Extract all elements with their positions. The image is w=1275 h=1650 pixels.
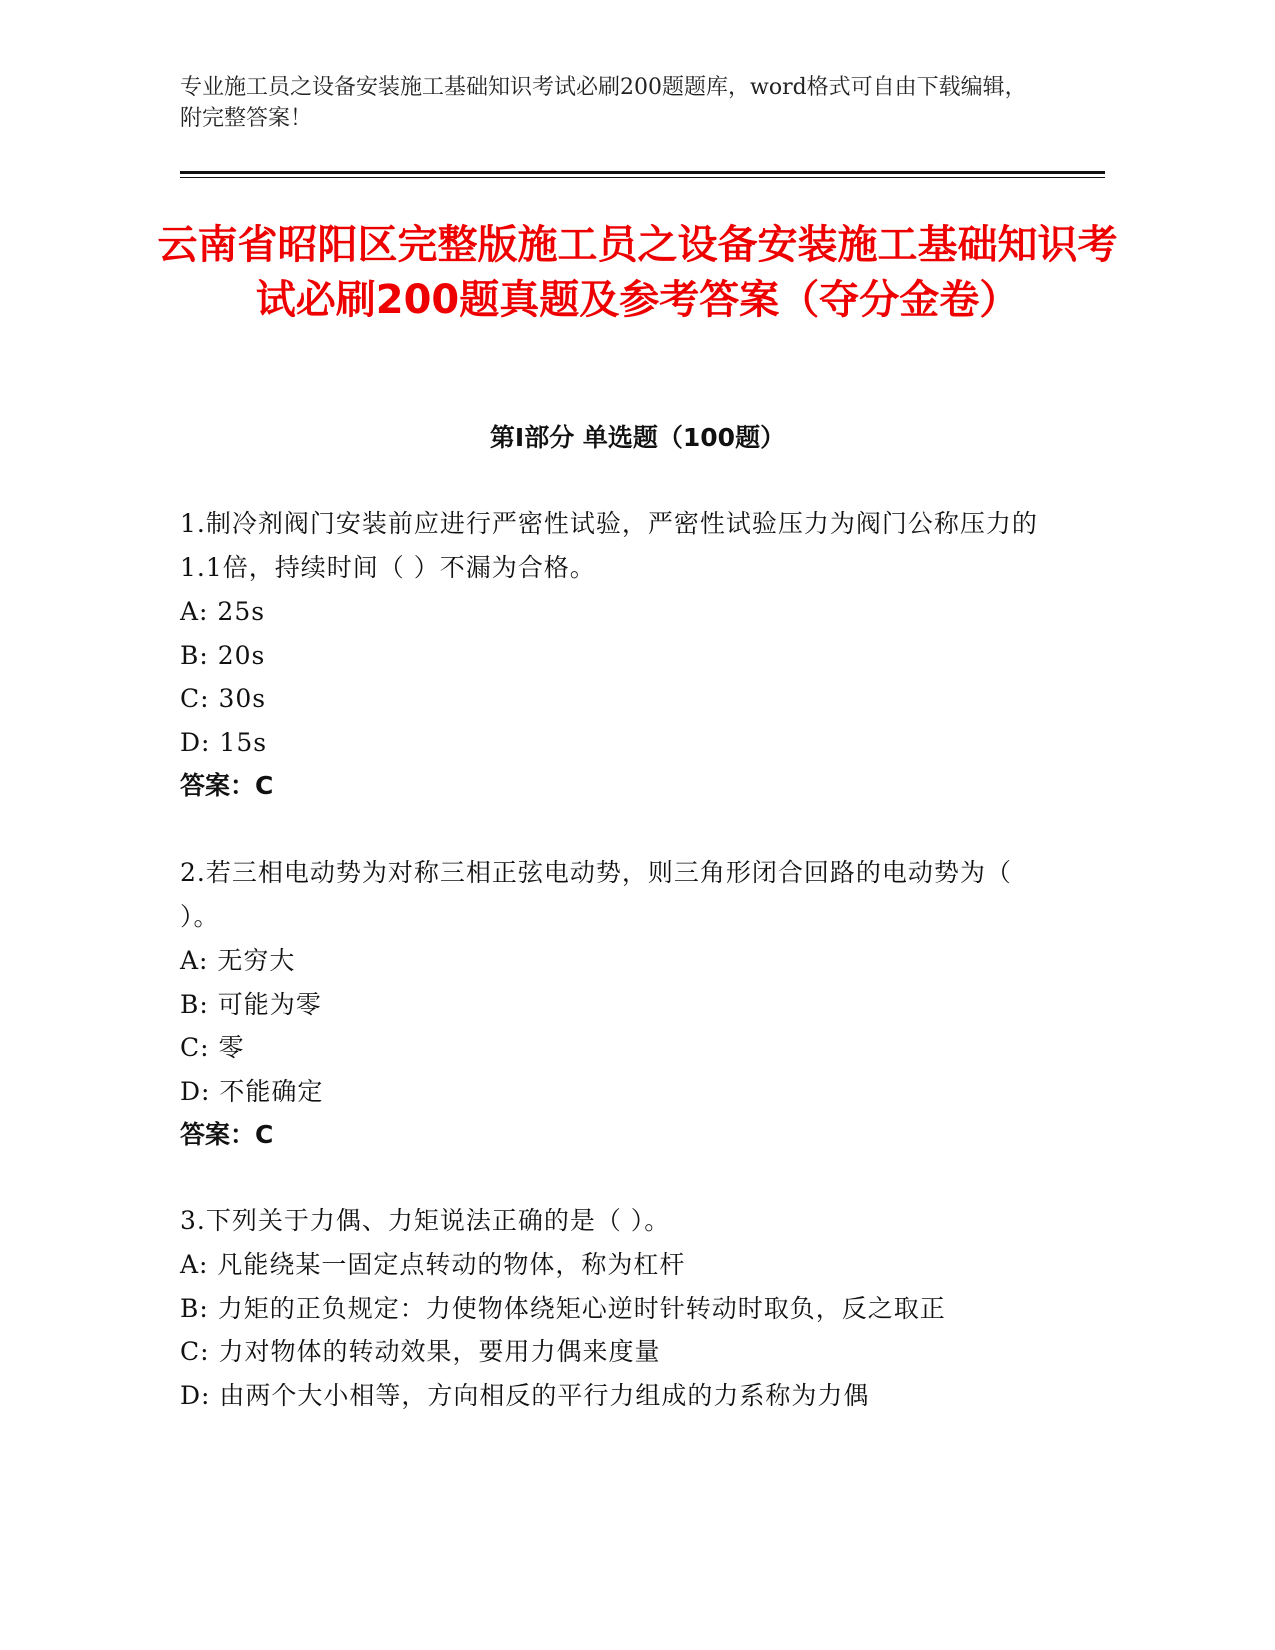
question-3	[180, 1199, 1040, 1417]
question-1	[180, 502, 1040, 808]
question-text: 2.若三相电动势为对称三相正弦电动势，则三角形闭合回路的电动势为（ ）。	[180, 858, 1012, 931]
question-2	[180, 851, 1040, 1157]
question-text: 1.制冷剂阀门安装前应进行严密性试验，严密性试验压力为阀门公称压力的1.1倍，持续时间（ ）不漏为合格。	[180, 509, 1038, 582]
option-c: C: 力对物体的转动效果，要用力偶来度量	[180, 1337, 661, 1366]
section-title: 第Ⅰ部分 单选题（100题）	[489, 423, 786, 452]
answer: 答案：C	[180, 771, 274, 800]
option-a: A: 25s	[180, 597, 266, 626]
header-rule-thick	[180, 171, 1105, 174]
option-d: D: 15s	[180, 727, 268, 757]
header-note: 专业施工员之设备安装施工基础知识考试必刷200题题库，word格式可自由下载编辑，附完整答案！	[180, 75, 1027, 131]
document-title: 云南省昭阳区完整版施工员之设备安装施工基础知识考试必刷200题真题及参考答案（夺分金卷）	[157, 222, 1118, 323]
question-text: 3.下列关于力偶、力矩说法正确的是（ ）。	[180, 1206, 671, 1235]
option-b: B: 20s	[180, 640, 266, 670]
option-a: A: 凡能绕某一固定点转动的物体，称为杠杆	[180, 1250, 686, 1279]
option-d: D: 由两个大小相等，方向相反的平行力组成的力系称为力偶	[180, 1380, 870, 1410]
option-c: C: 零	[180, 1033, 245, 1062]
option-c: C: 30s	[180, 684, 267, 713]
option-b: B: 可能为零	[180, 989, 322, 1019]
header-rule-thin	[180, 177, 1105, 178]
option-b: B: 力矩的正负规定：力使物体绕矩心逆时针转动时取负，反之取正	[180, 1293, 946, 1323]
option-a: A: 无穷大	[180, 946, 296, 975]
answer: 答案：C	[180, 1120, 274, 1149]
option-d: D: 不能确定	[180, 1076, 324, 1106]
